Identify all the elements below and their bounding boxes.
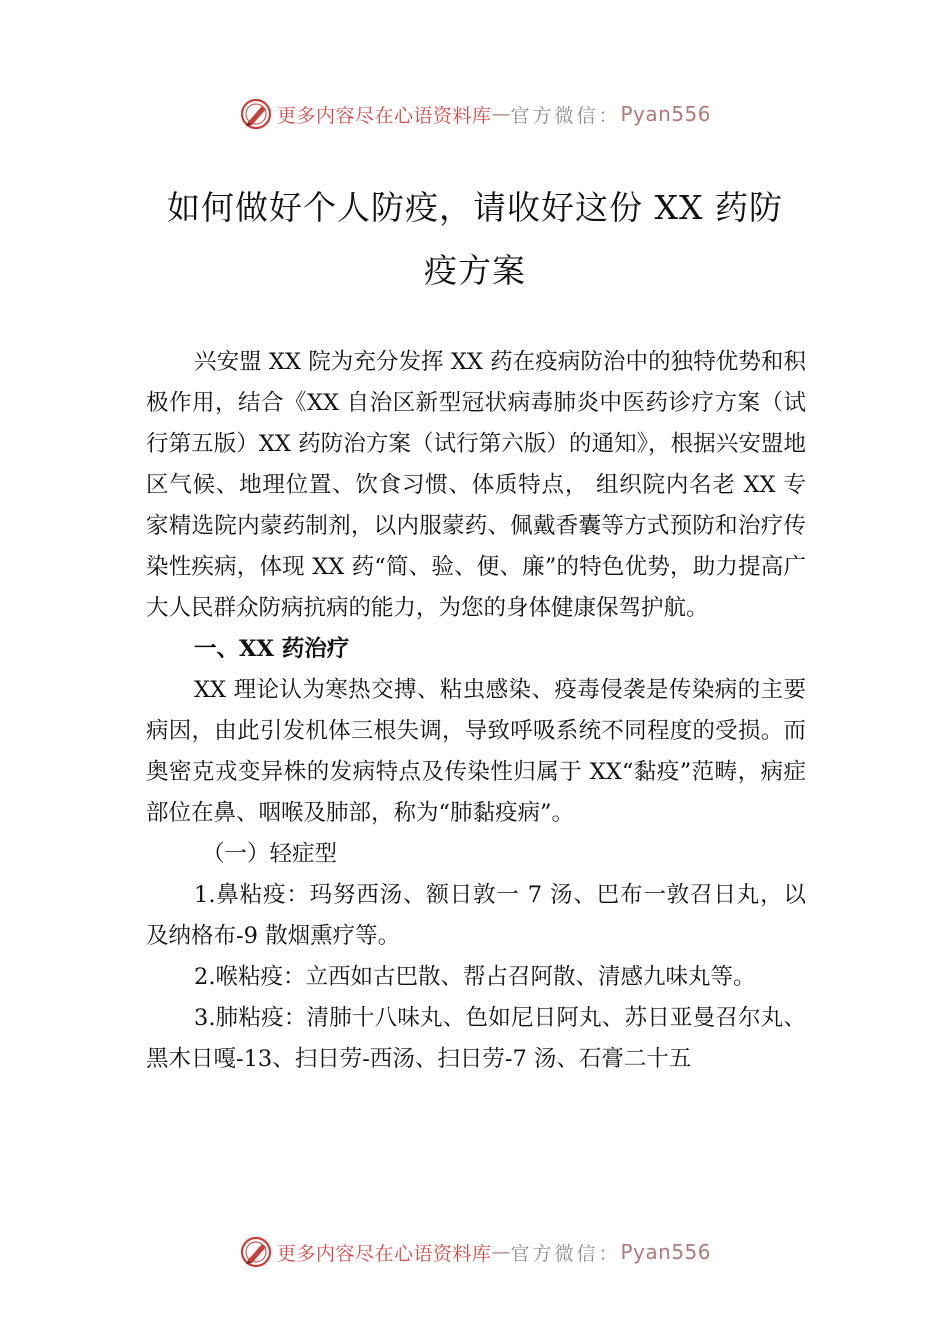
banner-wechat-label: 官方微信： [510,1242,621,1265]
list-item-throat: 2.喉粘疫：立西如古巴散、帮占召阿散、清感九味丸等。 [194,964,756,990]
banner-library-text: 更多内容尽在心语资料库 [276,104,492,127]
section-heading-treatment: 一、XX 药治疗 [194,636,350,662]
banner-library-text: 更多内容尽在心语资料库 [276,1242,492,1265]
banner-wechat-label: 官方微信： [510,104,621,127]
list-item-lung: 3.肺粘疫：清肺十八味丸、色如尼日阿丸、苏日亚曼召尔丸、黑木日嘎-13、扫日劳-西汤、扫日劳-7 汤、石膏二十五 [146,1005,806,1072]
pen-logo-icon [239,97,273,131]
intro-paragraph: 兴安盟 XX 院为充分发挥 XX 药在疫病防治中的独特优势和积极作用，结合《XX 自治区新型冠状病毒肺炎中医药诊疗方案（试行第五版）XX 药防治方案（试行第六版）的通知》，根据兴安盟地区气候、地理位置、饮食习惯、体质特点， 组织院内名老 XX 专家精选院内蒙药制剂，以内服蒙药、佩戴香囊等方式预防和治疗传染性疾病，体现 XX 药“简、验、便、廉”的特色优势，助力提高广大人民群众防病抗病的能力，为您的身体健康保驾护航。 [146,349,806,621]
title-line-1: 如何做好个人防疫，请收好这份 XX 药防 [167,188,783,227]
title-line-2: 疫方案 [424,251,526,290]
footer-banner [0,1230,950,1274]
banner-dash: — [491,1241,511,1263]
banner-wechat-id: Pyan556 [620,102,712,126]
pen-logo-icon [239,1235,273,1269]
subsection-heading-mild: （一）轻症型 [202,841,338,867]
header-banner [0,92,950,136]
document-title [120,176,830,302]
document-body [146,342,806,1080]
banner-wechat-id: Pyan556 [620,1240,712,1264]
treatment-theory-paragraph: XX 理论认为寒热交搏、粘虫感染、疫毒侵袭是传染病的主要病因，由此引发机体三根失调，导致呼吸系统不同程度的受损。而奥密克戎变异株的发病特点及传染性归属于 XX“黏疫”范畴，病症部位在鼻、咽喉及肺部，称为“肺黏疫病”。 [146,677,806,826]
banner-dash: — [491,103,511,125]
list-item-nasal: 1.鼻粘疫：玛努西汤、额日敦一 7 汤、巴布一敦召日丸，以及纳格布-9 散烟熏疗等。 [146,882,806,949]
